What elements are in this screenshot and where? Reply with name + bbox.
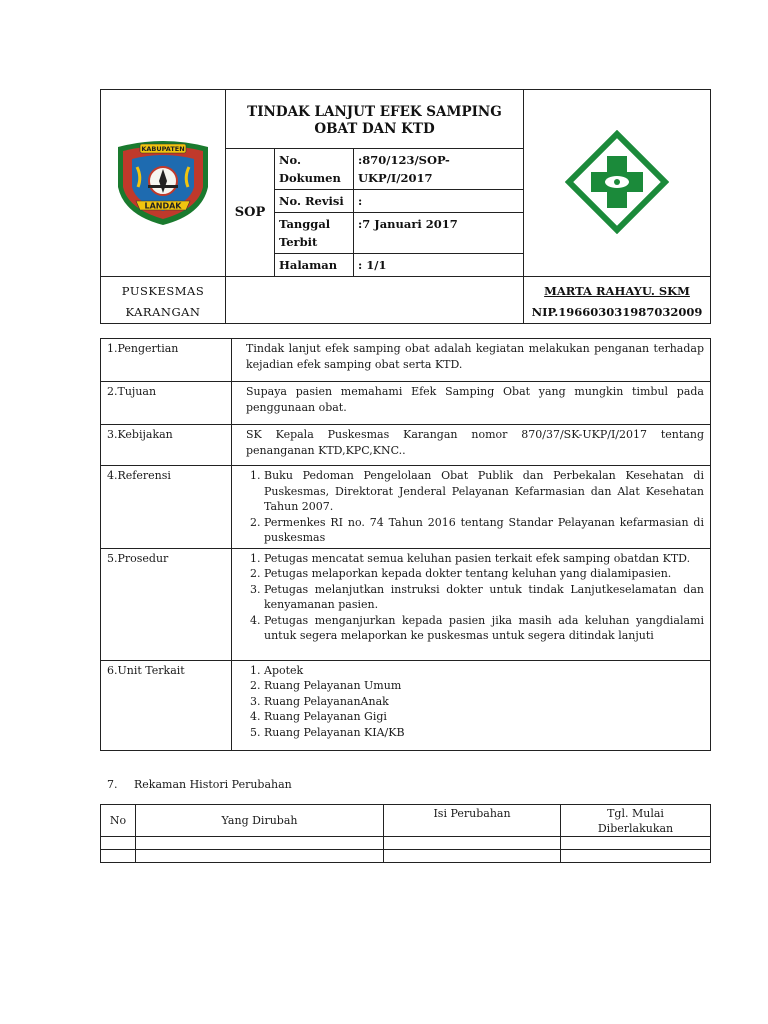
- meta-table: [275, 149, 523, 276]
- list-item: 2. Petugas melaporkan kepada dokter tentang keluhan yang dialamipasien.: [264, 566, 704, 582]
- list-item: 3. Ruang PelayananAnak: [264, 694, 704, 710]
- table-row: [101, 837, 711, 850]
- puskesmas-cross-logo: [565, 130, 669, 234]
- history-number: 7.: [107, 778, 118, 791]
- history-heading: [107, 778, 292, 791]
- title-line-1: TINDAK LANJUT EFEK SAMPING: [247, 104, 502, 120]
- label-pengertian: 1.Pengertian: [101, 339, 232, 382]
- document-title: [226, 90, 524, 149]
- label-tujuan: 2.Tujuan: [101, 382, 232, 425]
- row-unit-terkait: [101, 660, 711, 750]
- text-tujuan: Supaya pasien memahami Efek Samping Obat yang mungkin timbul pada penggunaan obat.: [232, 382, 711, 425]
- col-header-date: Tgl. Mulai Diberlakukan: [561, 805, 711, 837]
- row-referensi: [101, 466, 711, 549]
- list-item: 5. Ruang Pelayanan KIA/KB: [264, 725, 704, 741]
- sop-header-table: [100, 89, 711, 324]
- history-table: [100, 804, 711, 863]
- text-pengertian: Tindak lanjut efek samping obat adalah kegiatan melakukan penganan terhadap kejadian efek samping obat serta KTD.: [232, 339, 711, 382]
- signer-cell: [524, 277, 711, 324]
- col-header-no: No: [101, 805, 136, 837]
- row-kebijakan: [101, 425, 711, 466]
- history-header-row: [101, 805, 711, 837]
- meta-cell: [275, 149, 524, 277]
- meta-value-doc-no: :870/123/SOP-UKP/I/2017: [354, 149, 524, 190]
- col-header-changed: Yang Dirubah: [136, 805, 384, 837]
- signer-nip: NIP.196603031987032009: [531, 305, 703, 319]
- sop-label: SOP: [226, 149, 275, 277]
- list-item: 2. Ruang Pelayanan Umum: [264, 678, 704, 694]
- label-unit-terkait: 6.Unit Terkait: [101, 660, 232, 750]
- history-title: Rekaman Histori Perubahan: [134, 778, 292, 791]
- meta-key-revision: No. Revisi: [275, 190, 354, 213]
- list-prosedur: [232, 548, 711, 660]
- list-item: 2. Permenkes RI no. 74 Tahun 2016 tentang Standar Pelayanan kefarmasian di puskesmas: [264, 515, 704, 546]
- list-item: 4. Ruang Pelayanan Gigi: [264, 709, 704, 725]
- label-kebijakan: 3.Kebijakan: [101, 425, 232, 466]
- meta-value-page: : 1/1: [354, 254, 524, 277]
- list-item: 1. Apotek: [264, 663, 704, 679]
- meta-key-page: Halaman: [275, 254, 354, 277]
- organization-line-1: PUSKESMAS: [121, 284, 205, 298]
- sop-content-table: [100, 338, 711, 751]
- list-unit-terkait: [232, 660, 711, 750]
- empty-footer-cell: [226, 277, 524, 324]
- label-referensi: 4.Referensi: [101, 466, 232, 549]
- col-header-content: Isi Perubahan: [384, 805, 561, 837]
- row-pengertian: [101, 339, 711, 382]
- organization-line-2: KARANGAN: [125, 305, 201, 319]
- list-item: 4. Petugas menganjurkan kepada pasien jika masih ada keluhan yangdialami untuk segera melaporkan ke puskesmas untuk segera ditindak lanjuti: [264, 613, 704, 644]
- emblem-top-text: KABUPATEN: [141, 144, 185, 153]
- list-item: 1. Buku Pedoman Pengelolaan Obat Publik dan Perbekalan Kesehatan di Puskesmas, Direktorat Jenderal Pelayanan Kefarmasian dan Alat Kesehatan Tahun 2007.: [264, 468, 704, 515]
- list-item: 1. Petugas mencatat semua keluhan pasien terkait efek samping obatdan KTD.: [264, 551, 704, 567]
- title-line-2: OBAT DAN KTD: [314, 121, 435, 137]
- meta-value-issue-date: :7 Januari 2017: [354, 213, 524, 254]
- signer-name: MARTA RAHAYU. SKM: [544, 284, 690, 298]
- emblem-bottom-text: LANDAK: [144, 201, 182, 210]
- row-prosedur: [101, 548, 711, 660]
- list-referensi: [232, 466, 711, 549]
- meta-key-issue-date: Tanggal Terbit: [275, 213, 354, 254]
- meta-key-doc-no: No. Dokumen: [275, 149, 354, 190]
- right-logo-cell: [524, 90, 711, 277]
- meta-value-revision: :: [354, 190, 524, 213]
- table-row: [101, 850, 711, 863]
- label-prosedur: 5.Prosedur: [101, 548, 232, 660]
- kabupaten-landak-emblem: [110, 137, 216, 227]
- organization-cell: [101, 277, 226, 324]
- text-kebijakan: SK Kepala Puskesmas Karangan nomor 870/37/SK-UKP/I/2017 tentang penanganan KTD,KPC,KNC..: [232, 425, 711, 466]
- row-tujuan: [101, 382, 711, 425]
- left-logo-cell: [101, 90, 226, 277]
- list-item: 3. Petugas melanjutkan instruksi dokter untuk tindak Lanjutkeselamatan dan kenyamanan pasien.: [264, 582, 704, 613]
